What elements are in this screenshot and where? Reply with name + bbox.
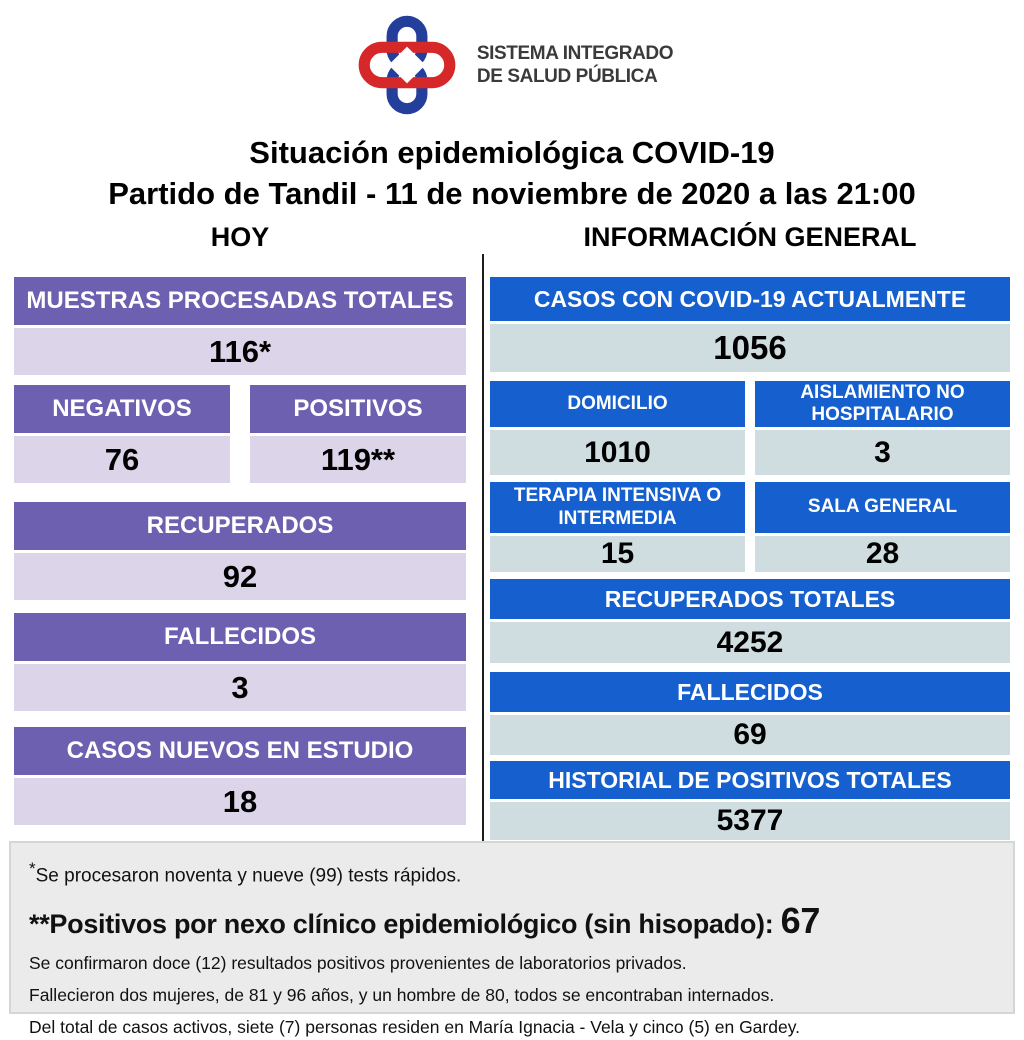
column-divider: [482, 254, 484, 848]
stat-label: RECUPERADOS TOTALES: [490, 579, 1010, 619]
column-informacion-general: [490, 277, 1010, 840]
stat-label: TERAPIA INTENSIVA O INTERMEDIA: [490, 482, 745, 533]
footnote-nexo-clinico: [29, 900, 995, 942]
stat-label: SALA GENERAL: [755, 482, 1010, 533]
health-system-logo-icon: [351, 12, 463, 118]
stat-domicilio: [490, 381, 745, 475]
stat-value: 69: [490, 715, 1010, 755]
section-header-hoy: HOY: [210, 222, 270, 252]
footnote-casos-localidades: Del total de casos activos, siete (7) personas residen en María Ignacia - Vela y cinco (5) en Gardey.: [29, 1017, 801, 1038]
stat-label: AISLAMIENTO NO HOSPITALARIO: [755, 381, 1010, 427]
stat-pair-negativos-positivos: [14, 385, 466, 483]
footnotes-panel: [9, 841, 1015, 1038]
page-title-line1: Situación epidemiológica COVID-19: [249, 135, 775, 170]
stat-label: CASOS CON COVID-19 ACTUALMENTE: [490, 277, 1010, 321]
column-hoy: [14, 277, 466, 825]
stat-muestras-procesadas-totales: [14, 277, 466, 375]
page-title: [0, 133, 1024, 215]
stat-value: 3: [755, 430, 1010, 475]
stat-fallecidos-totales: [490, 672, 1010, 755]
stat-sala-general: [755, 482, 1010, 572]
stat-label: POSITIVOS: [250, 385, 466, 433]
stat-label: FALLECIDOS: [490, 672, 1010, 712]
stat-value: 92: [14, 553, 466, 600]
stat-value: 28: [755, 536, 1010, 572]
stat-recuperados-totales: [490, 579, 1010, 663]
stat-recuperados-hoy: [14, 502, 466, 600]
stat-value: 1056: [490, 324, 1010, 372]
logo-text: [477, 42, 673, 88]
stat-value: 1010: [490, 430, 745, 475]
logo-text-line2: DE SALUD PÚBLICA: [476, 66, 658, 87]
stat-label: RECUPERADOS: [14, 502, 466, 550]
stat-casos-covid-actualmente: [490, 277, 1010, 372]
stat-positivos: [250, 385, 466, 483]
stat-historial-de-positivos-totales: [490, 761, 1010, 840]
footnote-text: Se procesaron noventa y nueve (99) tests rápidos.: [35, 865, 462, 887]
footnote-text: **Positivos por nexo clínico epidemiológico (sin hisopado):: [29, 909, 781, 940]
stat-value: 15: [490, 536, 745, 572]
stat-label: NEGATIVOS: [14, 385, 230, 433]
stat-pair-domicilio-aislamiento: [490, 381, 1010, 475]
page-title-line2: Partido de Tandil - 11 de noviembre de 2020 a las 21:00: [108, 175, 916, 211]
footnote-fallecidos-detalle: Fallecieron dos mujeres, de 81 y 96 años, y un hombre de 80, todos se encontraban internados.: [29, 985, 775, 1006]
stat-label: MUESTRAS PROCESADAS TOTALES: [14, 277, 466, 325]
footnote-asterisk: *: [29, 859, 36, 878]
footnote-laboratorios-privados: Se confirmaron doce (12) resultados positivos provenientes de laboratorios privados.: [29, 953, 687, 974]
stat-label: DOMICILIO: [490, 381, 745, 427]
footnote-tests-rapidos: [29, 859, 995, 887]
footnote-nexo-value: 67: [780, 900, 821, 942]
stat-value: 18: [14, 778, 466, 825]
stat-value: 76: [14, 436, 230, 483]
stat-value: 119**: [250, 436, 466, 483]
stat-casos-nuevos-en-estudio: [14, 727, 466, 825]
logo-text-line1: SISTEMA INTEGRADO: [476, 42, 674, 64]
stat-negativos: [14, 385, 230, 483]
stat-value: 4252: [490, 622, 1010, 663]
stat-fallecidos-hoy: [14, 613, 466, 711]
stat-terapia-intensiva-o-intermedia: [490, 482, 745, 572]
stat-value: 3: [14, 664, 466, 711]
stat-aislamiento-no-hospitalario: [755, 381, 1010, 475]
logo: [0, 12, 1024, 118]
stat-value: 116*: [14, 328, 466, 375]
stat-label: HISTORIAL DE POSITIVOS TOTALES: [490, 761, 1010, 799]
stat-label: CASOS NUEVOS EN ESTUDIO: [14, 727, 466, 775]
section-header-informacion-general: INFORMACIÓN GENERAL: [583, 222, 917, 252]
stat-value: 5377: [490, 802, 1010, 840]
stat-label: FALLECIDOS: [14, 613, 466, 661]
stat-pair-terapia-sala: [490, 482, 1010, 572]
